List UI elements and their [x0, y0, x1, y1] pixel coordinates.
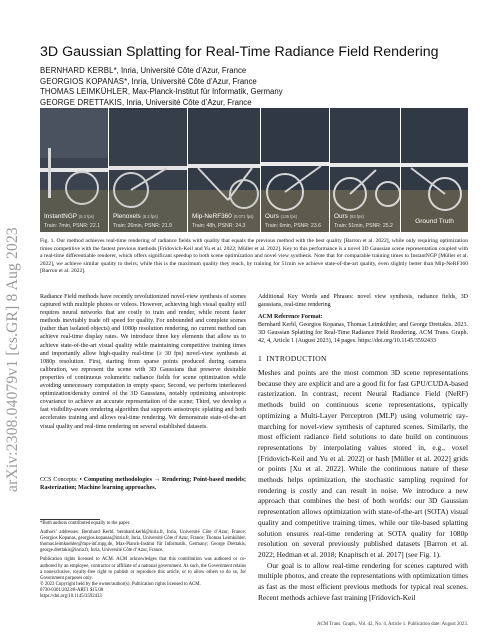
author-name: GEORGIOS KOPANAS	[40, 76, 125, 86]
arxiv-stamp: arXiv:2308.04079v1 [cs.GR] 8 Aug 2023	[4, 227, 21, 493]
footnote-rule	[40, 519, 100, 520]
panel-train-label: Train: 6min, PSNR: 23.6	[265, 223, 322, 229]
keywords-text: novel view synthesis, radiance fields, 3D gaussians, real-time rendering	[258, 294, 468, 309]
panel-train-label: Train: 26min, PSNR: 21.9	[113, 223, 172, 229]
ccs-text: • Computing methodologies → Rendering; Point-based models; Rasterization; Machine learning approaches.	[40, 477, 246, 492]
reference-format	[258, 313, 468, 345]
author-line	[40, 66, 440, 77]
figure-panel-ours-quality	[330, 108, 400, 232]
ccs-concepts	[40, 476, 246, 492]
section-title: INTRODUCTION	[266, 354, 327, 363]
author-affiliation: *, Inria, Université Côte d’Azur, France	[113, 66, 247, 75]
left-column	[40, 293, 246, 431]
paper-title: 3D Gaussian Splatting for Real-Time Radiance Field Rendering	[40, 44, 439, 60]
doi-link[interactable]: https://doi.org/10.1145/3592433	[40, 594, 102, 600]
panel-method-label: Mip-NeRF360 (0.071 fps)	[192, 213, 254, 220]
author-addresses: Authors’ addresses: Bernhard Kerbl, bernhard.kerbl@inria.fr, Inria, Université Côte d’Azur, France; Georgios Kopanas, georgios.kopanas@inria.fr, Inria, Université Côte d’Azur, France; Thomas Leimkühler, thomas.leimkuehler@mpi-inf.mpg.de, Max-Planck-Institut für Informatik, Germany; George Drettakis, george.drettakis@inria.fr, Inria, Université Côte d’Azur, France.	[40, 530, 246, 554]
author-line	[40, 98, 440, 109]
copyright-note: © 2023 Copyright held by the owner/author(s). Publication rights licensed to ACM.	[40, 581, 201, 587]
keywords	[258, 293, 468, 309]
abstract: Radiance Field methods have recently revolutionized novel-view synthesis of scenes captured with multiple photos or videos. However, achieving high visual quality still requires neural networks that are costly to train and render, while recent faster methods inevitably trade off speed for quality. For unbounded and complete scenes (rather than isolated objects) and 1080p resolution rendering, no current method can achieve real-time display rates. We introduce three key elements that allow us to achieve state-of-the-art visual quality while maintaining competitive training times and importantly allow high-quality real-time (≥ 30 fps) novel-view synthesis at 1080p resolution. First, starting from sparse points produced during camera calibration, we represent the scene with 3D Gaussians that preserve desirable properties of continuous volumetric radiance fields for scene optimization while avoiding unnecessary computation in empty space; Second, we perform interleaved optimization/density control of the 3D Gaussians, notably optimizing anisotropic covariance to achieve an accurate representation of the scene; Third, we develop a fast visibility-aware rendering algorithm that supports anisotropic splatting and both accelerates training and allows real-time rendering. We demonstrate state-of-the-art visual quality and real-time rendering on several established datasets.	[40, 294, 246, 430]
figure-panel-mipnerf360	[188, 108, 260, 232]
panel-train-label: Train: 48h, PSNR: 24.3	[192, 223, 246, 229]
figure-panel-ours-fast	[261, 108, 329, 232]
figure-panel-ground-truth	[401, 108, 468, 232]
panel-method-label: InstantNGP (9.2 fps)	[44, 213, 95, 220]
panel-method-label: Ours (135 fps)	[265, 213, 298, 220]
footnotes	[40, 521, 246, 600]
figure-caption: Fig. 1. Our method achieves real-time rendering of radiance fields with quality that equals the previous method with the best quality [Barron et al. 2022], while only requiring optimization times competitive with the fastest previous methods [Fridovich-Keil and Yu et al. 2022; Müller et al. 2022]. Key to this performance is a novel 3D Gaussian scene representation coupled with a real-time differentiable renderer, which offers significant speedup to both scene optimization and novel view synthesis. Note that for comparable training times to InstantNGP [Müller et al. 2022], we achieve similar quality to theirs; while this is the maximum quality they reach, by training for 51min we achieve state-of-the-art quality, even slightly better than Mip-NeRF360 [Barron et al. 2022].	[40, 238, 468, 274]
intro-paragraph: Our goal is to allow real-time rendering for scenes captured with multiple photos, and create the representations with optimization times as fast as the most efficient previous methods for typical real scenes. Recent methods achieve fast training [Fridovich-Keil	[258, 560, 468, 602]
author-name: GEORGE DRETTAKIS	[40, 97, 122, 107]
author-affiliation: , Inria, Université Côte d’Azur, France	[121, 97, 252, 107]
author-line	[40, 87, 440, 98]
introduction-body	[258, 368, 468, 603]
section-heading	[258, 354, 327, 363]
ref-format-label: ACM Reference Format:	[258, 314, 323, 320]
author-list	[40, 66, 440, 108]
page-footer: ACM Trans. Graph., Vol. 42, No. 4, Article 1. Publication date: August 2023.	[316, 622, 468, 627]
ref-format-text: Bernhard Kerbl, Georgios Kopanas, Thomas Leimkühler, and George Drettakis. 2023. 3D Gaussian Splatting for Real-Time Radiance Field Rendering. ACM Trans. Graph. 42, 4, Article 1 (August 2023), 14 pages. https://doi.org/10.1145/3592433	[258, 322, 468, 345]
panel-method-label: Ours (93 fps)	[334, 213, 364, 220]
keywords-label: Additional Key Words and Phrases:	[258, 294, 354, 300]
author-affiliation: , Max-Planck-Institut für Informatik, Germany	[127, 87, 283, 97]
panel-train-label: Train: 7min, PSNR: 22.1	[44, 223, 101, 229]
teaser-figure	[40, 108, 468, 232]
panel-train-label: Train: 51min, PSNR: 25.2	[334, 223, 393, 229]
license-note: Publication rights licensed to ACM. ACM acknowledges that this contribution was authored or co-authored by an employee, contractor or affiliate of a national government. As such, the Government retains a nonexclusive, royalty-free right to publish or reproduce this article, or to allow others to do so, for Government purposes only.	[40, 557, 246, 581]
author-name: BERNHARD KERBL	[40, 66, 114, 75]
panel-method-label: Ground Truth	[415, 218, 454, 225]
bicycle-scene-image	[401, 108, 468, 232]
section-number: 1	[258, 354, 263, 363]
panel-method-label: Plenoxels (8.2 fps)	[113, 213, 158, 220]
figure-panel-instantngp	[40, 108, 108, 232]
figure-panel-plenoxels	[109, 108, 187, 232]
author-line	[40, 77, 440, 88]
equal-contribution-note: *Both authors contributed equally to the paper.	[40, 521, 131, 526]
issn-note: 0730-0301/2023/8-ART1 $15.00	[40, 587, 104, 593]
intro-paragraph: Meshes and points are the most common 3D scene representations because they are explicit and are a good fit for fast GPU/CUDA-based rasterization. In contrast, recent Neural Radiance Field (NeRF) methods build on continuous scene representations, typically optimizing a Multi-Layer Perceptron (MLP) using volumetric ray-marching for novel-view synthesis of captured scenes. Similarly, the most efficient radiance field solutions to date build on continuous representations by interpolating values stored in, e.g., voxel [Fridovich-Keil and Yu et al. 2022] or hash [Müller et al. 2022] grids or points [Xu et al. 2022]. While the continuous nature of these methods helps optimization, the stochastic sampling required for rendering is costly and can result in noise. We introduce a new approach that combines the best of both worlds: our 3D Gaussian representation allows optimization with state-of-the-art (SOTA) visual quality and competitive training times, while our tile-based splatting solution ensures real-time rendering at SOTA quality for 1080p resolution on several previously published datasets [Barron et al. 2022; Hedman et al. 2018; Knapitsch et al. 2017] (see Fig. 1).	[258, 368, 468, 559]
author-name: THOMAS LEIMKÜHLER	[40, 87, 128, 97]
ccs-label: CCS Concepts:	[40, 477, 78, 483]
author-affiliation: *, Inria, Université Côte d’Azur, France	[124, 76, 257, 86]
